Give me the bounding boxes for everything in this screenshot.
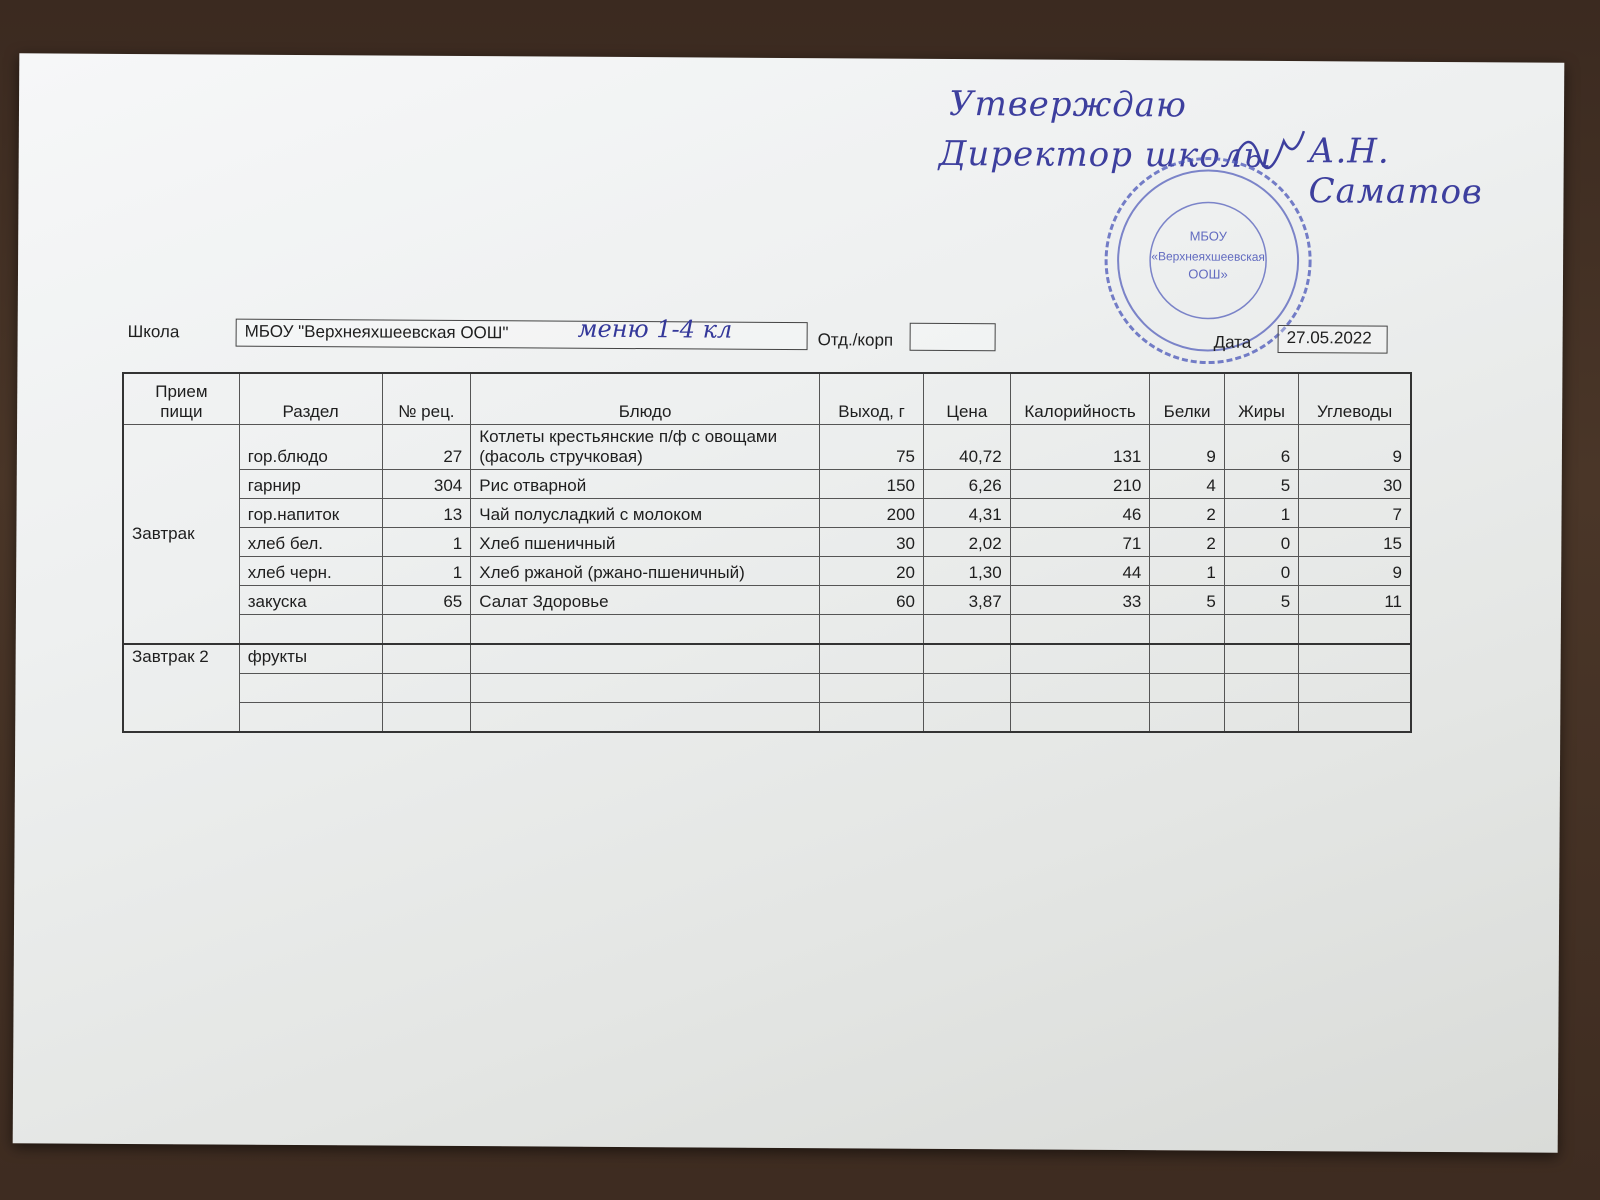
cell-carbs: 30 bbox=[1299, 470, 1411, 499]
col-price: Цена bbox=[924, 373, 1011, 425]
cell-section: гарнир bbox=[239, 470, 382, 499]
cell-fat: 6 bbox=[1224, 425, 1298, 470]
cell-protein: 4 bbox=[1150, 470, 1224, 499]
col-section: Раздел bbox=[239, 373, 382, 425]
cell-fat: 0 bbox=[1224, 557, 1298, 586]
col-protein: Белки bbox=[1150, 373, 1224, 425]
cell-recipe: 13 bbox=[382, 499, 471, 528]
cell-section: хлеб черн. bbox=[239, 557, 382, 586]
cell-kcal: 71 bbox=[1010, 528, 1150, 557]
cell-recipe: 304 bbox=[382, 470, 471, 499]
cell-protein: 9 bbox=[1150, 425, 1224, 470]
table-row bbox=[123, 586, 1411, 615]
cell-yield: 75 bbox=[820, 425, 924, 470]
date-value-field bbox=[1278, 325, 1388, 354]
cell-price: 3,87 bbox=[924, 586, 1011, 615]
cell-kcal: 44 bbox=[1010, 557, 1150, 586]
table-row-empty bbox=[123, 615, 1411, 645]
cell-recipe: 1 bbox=[382, 557, 471, 586]
dept-value-field bbox=[910, 323, 996, 352]
col-fat: Жиры bbox=[1224, 373, 1298, 425]
cell-carbs: 9 bbox=[1299, 557, 1411, 586]
approval-position: Директор школы bbox=[938, 133, 1273, 176]
cell-dish: Хлеб ржаной (ржано-пшеничный) bbox=[471, 557, 820, 586]
col-recipe: № рец. bbox=[382, 373, 471, 425]
table-row bbox=[123, 425, 1411, 470]
cell-carbs: 11 bbox=[1299, 586, 1411, 615]
cell-kcal: 46 bbox=[1010, 499, 1150, 528]
col-kcal: Калорийность bbox=[1010, 373, 1150, 425]
cell-kcal: 210 bbox=[1010, 470, 1150, 499]
cell-price: 40,72 bbox=[924, 425, 1011, 470]
cell-kcal: 131 bbox=[1010, 425, 1150, 470]
dept-label: Отд./корп bbox=[817, 330, 894, 350]
school-value: МБОУ "Верхнеяхшеевская ООШ" bbox=[244, 321, 509, 343]
cell-fat: 1 bbox=[1224, 499, 1298, 528]
table-row-empty bbox=[123, 674, 1411, 703]
cell-carbs: 15 bbox=[1299, 528, 1411, 557]
cell-yield: 30 bbox=[820, 528, 924, 557]
table-row-empty bbox=[123, 703, 1411, 733]
stamp-name2: ООШ» bbox=[1188, 266, 1228, 282]
cell-section: гор.напиток bbox=[239, 499, 382, 528]
menu-table bbox=[122, 372, 1412, 733]
cell-dish: Котлеты крестьянские п/ф с овощами (фасоль стручковая) bbox=[471, 425, 820, 470]
cell-yield: 150 bbox=[820, 470, 924, 499]
table-row bbox=[123, 557, 1411, 586]
handwritten-menu-note: меню 1-4 кл bbox=[577, 314, 733, 344]
table-row bbox=[123, 644, 1411, 674]
cell-carbs: 7 bbox=[1299, 499, 1411, 528]
col-meal: Прием пищи bbox=[123, 373, 239, 425]
cell-protein: 2 bbox=[1150, 499, 1224, 528]
cell-price: 4,31 bbox=[924, 499, 1011, 528]
col-carbs: Углеводы bbox=[1299, 373, 1411, 425]
meal-breakfast-2: Завтрак 2 bbox=[123, 644, 239, 732]
cell-dish: Салат Здоровье bbox=[471, 586, 820, 615]
cell-recipe: 27 bbox=[382, 425, 471, 470]
col-dish: Блюдо bbox=[471, 373, 820, 425]
col-yield: Выход, г bbox=[820, 373, 924, 425]
table-row bbox=[123, 499, 1411, 528]
cell-fat: 0 bbox=[1224, 528, 1298, 557]
approval-signer: А.Н. Саматов bbox=[1308, 131, 1483, 213]
cell-price: 1,30 bbox=[924, 557, 1011, 586]
cell-kcal: 33 bbox=[1010, 586, 1150, 615]
cell-dish: Чай полусладкий с молоком bbox=[471, 499, 820, 528]
cell-dish: Хлеб пшеничный bbox=[471, 528, 820, 557]
cell-section: хлеб бел. bbox=[239, 528, 382, 557]
school-label: Школа bbox=[127, 321, 180, 342]
table-row bbox=[123, 528, 1411, 557]
approval-title: Утверждаю bbox=[948, 83, 1188, 126]
cell-section: фрукты bbox=[239, 644, 382, 674]
stamp-org: МБОУ bbox=[1189, 228, 1227, 244]
cell-dish: Рис отварной bbox=[471, 470, 820, 499]
table-header-row bbox=[123, 373, 1411, 425]
cell-section: гор.блюдо bbox=[239, 425, 382, 470]
table-row bbox=[123, 470, 1411, 499]
cell-section: закуска bbox=[239, 586, 382, 615]
cell-recipe: 65 bbox=[382, 586, 471, 615]
cell-carbs: 9 bbox=[1299, 425, 1411, 470]
cell-price: 6,26 bbox=[924, 470, 1011, 499]
stamp-name: «Верхнеяхшеевская bbox=[1151, 249, 1265, 264]
date-label: Дата bbox=[1213, 332, 1252, 352]
cell-fat: 5 bbox=[1224, 470, 1298, 499]
cell-yield: 200 bbox=[820, 499, 924, 528]
cell-yield: 60 bbox=[820, 586, 924, 615]
cell-recipe: 1 bbox=[382, 528, 471, 557]
cell-price: 2,02 bbox=[924, 528, 1011, 557]
cell-yield: 20 bbox=[820, 557, 924, 586]
date-value: 27.05.2022 bbox=[1286, 328, 1372, 348]
cell-protein: 1 bbox=[1150, 557, 1224, 586]
cell-fat: 5 bbox=[1224, 586, 1298, 615]
meal-breakfast: Завтрак bbox=[123, 425, 239, 645]
cell-protein: 2 bbox=[1150, 528, 1224, 557]
cell-protein: 5 bbox=[1150, 586, 1224, 615]
